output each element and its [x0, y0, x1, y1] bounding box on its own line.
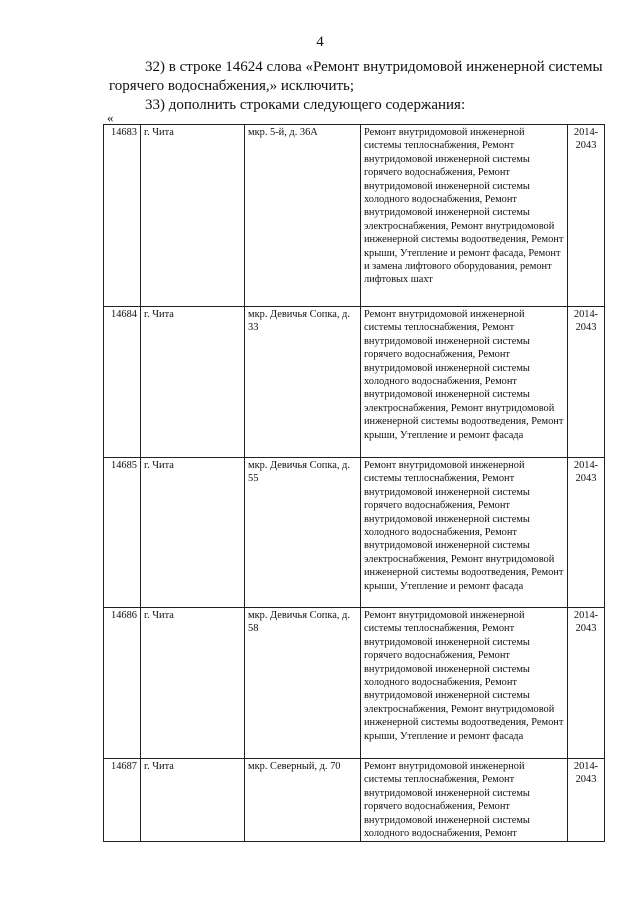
- row-period: [568, 458, 605, 608]
- row-period: [568, 608, 605, 759]
- period-start: 2014-: [573, 309, 599, 320]
- period-end: 2043: [575, 623, 597, 635]
- row-period: [568, 125, 605, 307]
- row-address: мкр. Девичья Сопка, д. 58: [245, 608, 361, 759]
- row-period: [568, 307, 605, 458]
- row-works: Ремонт внутридомовой инженерной системы теплоснабжения, Ремонт внутридомовой инженерной системы горячего водоснабжения, Ремонт внутридомовой инженерной системы холодного водоснабжения, Ремонт внутридомовой инженерной системы электроснабжения, Ремонт внутридомовой инженерной системы водоотведения, Ремонт крыши, Утепление и ремонт фасада: [361, 458, 568, 608]
- row-city: г. Чита: [141, 608, 245, 759]
- page-number: 4: [316, 34, 324, 50]
- row-works: Ремонт внутридомовой инженерной системы теплоснабжения, Ремонт внутридомовой инженерной системы горячего водоснабжения, Ремонт внутридомовой инженерной системы холодного водоснабжения, Ремонт: [361, 759, 568, 842]
- row-number: 14684: [104, 307, 141, 458]
- period-start: 2014-: [573, 460, 599, 471]
- period-start: 2014-: [573, 610, 599, 621]
- period-end: 2043: [575, 473, 597, 485]
- row-city: г. Чита: [141, 307, 245, 458]
- address-table: [103, 124, 605, 842]
- paragraph-item-33: 33) дополнить строками следующего содержания:: [145, 97, 466, 113]
- row-city: г. Чита: [141, 458, 245, 608]
- row-works: Ремонт внутридомовой инженерной системы теплоснабжения, Ремонт внутридомовой инженерной системы горячего водоснабжения, Ремонт внутридомовой инженерной системы холодного водоснабжения, Ремонт внутридомовой инженерной системы электроснабжения, Ремонт внутридомовой инженерной системы водоотведения, Ремонт крыши, Утепление и ремонт фасада: [361, 307, 568, 458]
- opening-quote-mark: «: [107, 110, 114, 125]
- period-end: 2043: [575, 140, 597, 152]
- row-works: Ремонт внутридомовой инженерной системы теплоснабжения, Ремонт внутридомовой инженерной системы горячего водоснабжения, Ремонт внутридомовой инженерной системы холодного водоснабжения, Ремонт внутридомовой инженерной системы электроснабжения, Ремонт внутридомовой инженерной системы водоотведения, Ремонт крыши, Утепление и ремонт фасада, Ремонт и замена лифтового оборудования, ремонт лифтовых шахт: [361, 125, 568, 307]
- row-city: г. Чита: [141, 125, 245, 307]
- table-row: [104, 458, 605, 608]
- period-end: 2043: [575, 774, 597, 786]
- row-address: мкр. Девичья Сопка, д. 33: [245, 307, 361, 458]
- table-row: [104, 125, 605, 307]
- paragraph-item-32: 32) в строке 14624 слова «Ремонт внутридомовой инженерной системы горячего водоснабжения,» исключить;: [109, 59, 603, 94]
- row-number: 14686: [104, 608, 141, 759]
- row-period: [568, 759, 605, 842]
- row-number: 14687: [104, 759, 141, 842]
- row-number: 14685: [104, 458, 141, 608]
- row-city: г. Чита: [141, 759, 245, 842]
- table-row: [104, 759, 605, 842]
- row-address: мкр. Девичья Сопка, д. 55: [245, 458, 361, 608]
- period-end: 2043: [575, 322, 597, 334]
- table-row: [104, 307, 605, 458]
- row-works: Ремонт внутридомовой инженерной системы теплоснабжения, Ремонт внутридомовой инженерной системы горячего водоснабжения, Ремонт внутридомовой инженерной системы холодного водоснабжения, Ремонт внутридомовой инженерной системы электроснабжения, Ремонт внутридомовой инженерной системы водоотведения, Ремонт крыши, Утепление и ремонт фасада: [361, 608, 568, 759]
- row-address: мкр. 5-й, д. 36А: [245, 125, 361, 307]
- row-address: мкр. Северный, д. 70: [245, 759, 361, 842]
- period-start: 2014-: [573, 127, 599, 138]
- row-number: 14683: [104, 125, 141, 307]
- period-start: 2014-: [573, 761, 599, 772]
- table-row: [104, 608, 605, 759]
